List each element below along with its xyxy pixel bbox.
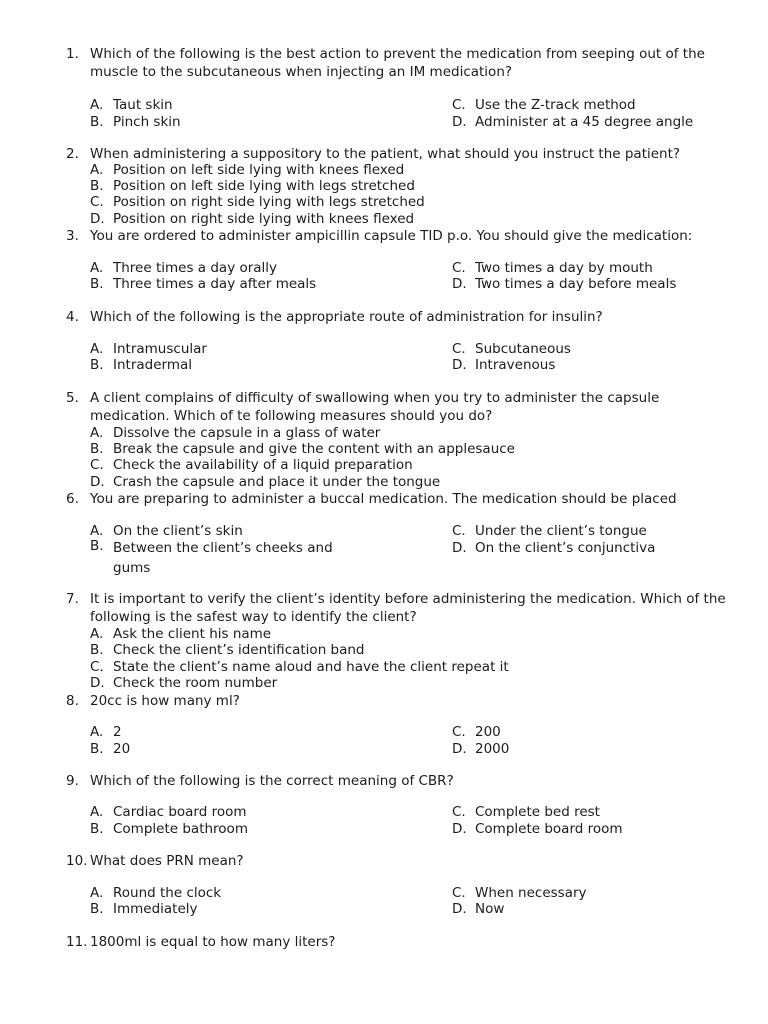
option-c: C. State the client’s name aloud and have the client repeat it [90, 659, 509, 675]
option-b: B. Complete bathroom [90, 821, 248, 837]
option-b: B. Three times a day after meals [90, 276, 317, 292]
option-b: B. Position on left side lying with legs stretched [90, 178, 415, 194]
option-d: D. Two times a day before meals [452, 276, 677, 292]
question-text: 20cc is how many ml? [90, 693, 240, 709]
option-a: A. Taut skin [90, 97, 173, 113]
option-c: C. 200 [452, 724, 501, 740]
option-a: A. Cardiac board room [90, 804, 247, 820]
option-d: D. Administer at a 45 degree angle [452, 114, 694, 130]
question-5 [66, 389, 726, 425]
option-a: A. Dissolve the capsule in a glass of water [90, 425, 381, 441]
option-d: D. 2000 [452, 741, 510, 757]
question-2 [66, 145, 726, 163]
question-8 [66, 692, 726, 710]
option-d: D. Now [452, 901, 505, 917]
option-b: B. Intradermal [90, 357, 193, 373]
option-b: B. Immediately [90, 901, 198, 917]
option-c: C. Use the Z-track method [452, 97, 636, 113]
question-text: What does PRN mean? [90, 853, 244, 869]
option-d: D. On the client’s conjunctiva [452, 540, 656, 556]
question-10 [66, 852, 726, 870]
question-text: You are ordered to administer ampicillin capsule TID p.o. You should give the medication: [90, 228, 693, 244]
option-a: A. 2 [90, 724, 122, 740]
question-text: When administering a suppository to the patient, what should you instruct the patient? [90, 146, 681, 162]
option-c: C. Complete bed rest [452, 804, 600, 820]
question-number: 6. [66, 491, 79, 507]
option-c: C. Two times a day by mouth [452, 260, 653, 276]
question-text: A client complains of difficulty of swallowing when you try to administer the capsule medication. Which of te following measures should you do? [90, 390, 660, 424]
question-text: 1800ml is equal to how many liters? [90, 934, 336, 950]
option-c: C. Position on right side lying with legs stretched [90, 194, 425, 210]
question-11 [66, 933, 726, 951]
option-a: A. On the client’s skin [90, 523, 243, 539]
question-number: 5. [66, 390, 79, 406]
question-text: Which of the following is the appropriate route of administration for insulin? [90, 309, 603, 325]
question-number: 2. [66, 146, 79, 162]
question-number: 8. [66, 693, 79, 709]
question-7 [66, 590, 726, 626]
option-b: B. Between the client’s cheeks and gums [90, 538, 333, 576]
question-number: 10. [66, 853, 88, 869]
option-b: B. Break the capsule and give the content with an applesauce [90, 441, 515, 457]
option-d: D. Crash the capsule and place it under the tongue [90, 474, 441, 490]
option-d: D. Complete board room [452, 821, 623, 837]
option-b: B. Check the client’s identification band [90, 642, 365, 658]
question-number: 7. [66, 591, 79, 607]
option-b: B. 20 [90, 741, 131, 757]
question-text: Which of the following is the correct meaning of CBR? [90, 773, 454, 789]
question-number: 11. [66, 934, 88, 950]
question-4 [66, 308, 726, 326]
question-number: 9. [66, 773, 79, 789]
question-text: Which of the following is the best action to prevent the medication from seeping out of the muscle to the subcutaneous when injecting an IM medication? [90, 46, 705, 80]
option-a: A. Round the clock [90, 885, 222, 901]
option-a: A. Position on left side lying with knees flexed [90, 162, 405, 178]
option-d: D. Position on right side lying with knees flexed [90, 211, 415, 227]
option-c: C. Subcutaneous [452, 341, 571, 357]
option-a: A. Intramuscular [90, 341, 207, 357]
question-text: You are preparing to administer a buccal medication. The medication should be placed [90, 491, 677, 507]
option-c: C. Check the availability of a liquid preparation [90, 457, 413, 473]
question-number: 1. [66, 46, 79, 62]
option-c: C. When necessary [452, 885, 587, 901]
option-c: C. Under the client’s tongue [452, 523, 647, 539]
question-number: 3. [66, 228, 79, 244]
question-1 [66, 45, 726, 81]
option-d: D. Intravenous [452, 357, 556, 373]
option-b: B. Pinch skin [90, 114, 181, 130]
question-6 [66, 490, 726, 508]
option-d: D. Check the room number [90, 675, 278, 691]
question-number: 4. [66, 309, 79, 325]
option-a: A. Ask the client his name [90, 626, 272, 642]
question-text: It is important to verify the client’s identity before administering the medication. Which of the following is the safest way to identify the client? [90, 591, 726, 625]
question-9 [66, 772, 726, 790]
question-3 [66, 227, 726, 245]
option-a: A. Three times a day orally [90, 260, 278, 276]
